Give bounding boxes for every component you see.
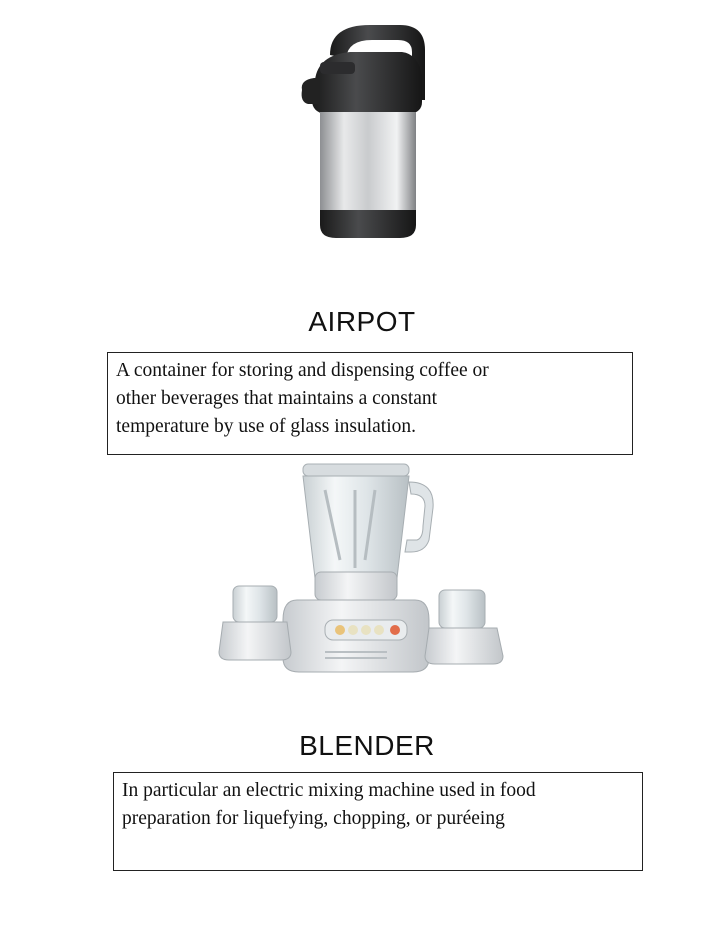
- airpot-description: [107, 352, 633, 455]
- airpot-description-line: other beverages that maintains a constant: [116, 388, 438, 409]
- blender-title: BLENDER: [299, 730, 435, 761]
- blender-description-line: In particular an electric mixing machine used in food: [122, 780, 536, 801]
- airpot-image: [290, 20, 440, 245]
- blender-description-line: preparation for liquefying, chopping, or puréeing: [122, 808, 505, 829]
- airpot-title: AIRPOT: [308, 306, 416, 337]
- airpot-description-line: temperature by use of glass insulation.: [116, 416, 417, 437]
- blender-description: [113, 772, 643, 871]
- airpot-description-line: A container for storing and dispensing coffee or: [116, 360, 489, 381]
- blender-image: [215, 460, 510, 680]
